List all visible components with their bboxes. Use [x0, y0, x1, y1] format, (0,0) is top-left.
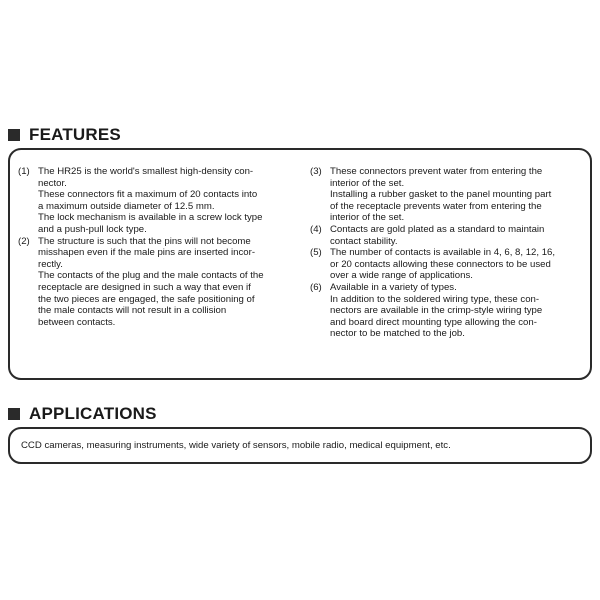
features-heading-text: FEATURES: [29, 125, 121, 144]
feature-line: interior of the set.: [330, 212, 405, 224]
features-heading: [8, 125, 121, 145]
feature-line: nector to be matched to the job.: [330, 328, 465, 340]
feature-line: Available in a variety of types.: [330, 281, 457, 293]
feature-line: receptacle are designed in such a way that even if: [38, 281, 251, 293]
feature-text: [330, 224, 582, 247]
applications-heading: [8, 404, 157, 424]
feature-text: [330, 166, 582, 224]
applications-heading-text: APPLICATIONS: [29, 404, 157, 423]
feature-item: [310, 282, 582, 340]
feature-line: The HR25 is the world's smallest high-density con-: [38, 166, 254, 177]
feature-line: and board direct mounting type allowing the con-: [330, 316, 537, 328]
feature-line: The number of contacts is available in 4, 6, 8, 12, 16,: [330, 247, 556, 259]
feature-line: nector.: [38, 177, 67, 189]
feature-line: between contacts.: [38, 316, 116, 328]
feature-item: [18, 166, 293, 236]
feature-item: [18, 236, 293, 329]
feature-line: over a wide range of applications.: [330, 270, 473, 282]
feature-line: the two pieces are engaged, the safe positioning of: [38, 293, 255, 305]
feature-number: (4): [310, 223, 322, 235]
filled-square-icon: [8, 129, 20, 141]
applications-box: [8, 427, 592, 464]
feature-line: misshapen even if the male pins are inserted incor-: [38, 247, 256, 259]
feature-line: nectors are available in the crimp-style wiring type: [330, 305, 543, 317]
features-right-column: [310, 166, 582, 340]
feature-number: (1): [18, 166, 30, 177]
feature-line: Installing a rubber gasket to the panel mounting part: [330, 189, 552, 201]
feature-line: These connectors prevent water from entering the: [330, 166, 543, 177]
feature-item: [310, 166, 582, 224]
feature-text: [38, 236, 293, 329]
features-box: [8, 148, 592, 380]
feature-line: and a push-pull lock type.: [38, 223, 147, 235]
feature-line: of the receptacle prevents water from entering the: [330, 200, 542, 212]
feature-line: The lock mechanism is available in a screw lock type: [38, 212, 263, 224]
feature-line: the male contacts will not result in a collision: [38, 305, 227, 317]
feature-text: [330, 282, 582, 340]
feature-line: interior of the set.: [330, 177, 405, 189]
feature-line: or 20 contacts allowing these connectors to be used: [330, 258, 551, 270]
filled-square-icon: [8, 408, 20, 420]
feature-line: contact stability.: [330, 235, 398, 247]
feature-line: These connectors fit a maximum of 20 contacts into: [38, 189, 258, 201]
feature-text: [38, 166, 293, 236]
feature-item: [310, 224, 582, 247]
feature-number: (6): [310, 281, 322, 293]
feature-line: Contacts are gold plated as a standard to maintain: [330, 223, 545, 235]
feature-number: (2): [18, 235, 30, 247]
feature-number: (3): [310, 166, 322, 177]
feature-line: The structure is such that the pins will not become: [38, 235, 251, 247]
applications-text: CCD cameras, measuring instruments, wide variety of sensors, mobile radio, medical equipment, etc.: [21, 440, 451, 451]
feature-line: a maximum outside diameter of 12.5 mm.: [38, 200, 215, 212]
feature-line: In addition to the soldered wiring type, these con-: [330, 293, 540, 305]
feature-number: (5): [310, 247, 322, 259]
feature-line: The contacts of the plug and the male contacts of the: [38, 270, 264, 282]
features-left-column: [18, 166, 293, 328]
feature-item: [310, 247, 582, 282]
feature-text: [330, 247, 582, 282]
feature-line: rectly.: [38, 258, 63, 270]
